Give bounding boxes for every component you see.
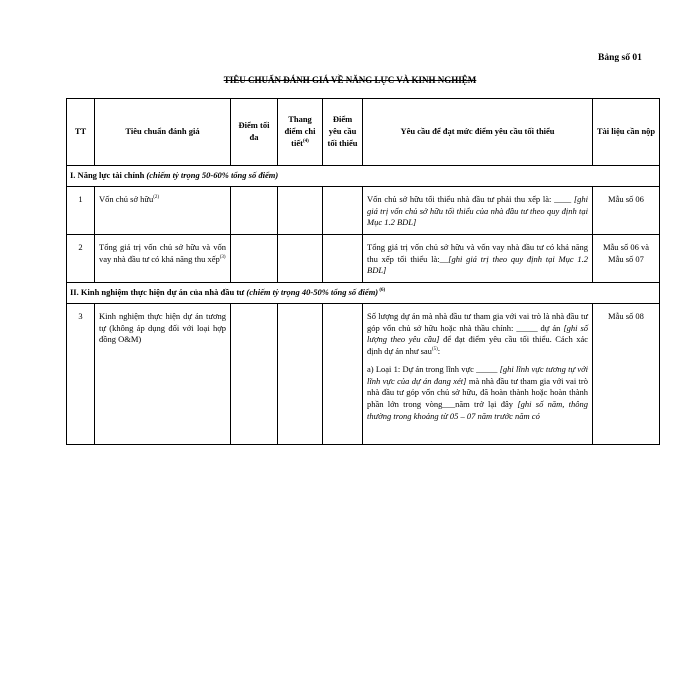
header-detail-scale: Thang điểm chi tiết$^{(4)}$	[278, 99, 323, 166]
footnote-ref: (5)	[431, 347, 438, 353]
min-score-cell	[323, 187, 363, 235]
footnote-ref: (2)	[153, 195, 160, 201]
detail-scale-cell	[278, 235, 323, 283]
section-label: I. Năng lực tài chính	[70, 170, 147, 181]
header-requirement: Yêu cầu để đạt mức điểm yêu cầu tối thiểu	[363, 99, 593, 166]
requirement-cell: Tổng giá trị vốn chủ sở hữu và vốn vay nhà đầu tư có khả năng thu xếp tối thiểu là:__[ghi giá trị theo quy định tại Mục 1.2 BDL]	[363, 235, 593, 283]
documents-cell: Mẫu số 06	[593, 187, 660, 235]
detail-scale-cell	[278, 187, 323, 235]
max-score-cell	[231, 304, 278, 445]
max-score-cell	[231, 235, 278, 283]
section-note: (chiếm tỷ trọng 40-50% tổng số điểm)	[246, 287, 379, 298]
criteria-cell: Kinh nghiệm thực hiện dự án tương tự (không áp dụng đối với loại hợp đồng O&M)	[95, 304, 231, 445]
footnote-ref: (3)	[219, 254, 226, 260]
row-number: 3	[67, 304, 95, 445]
table-row	[67, 304, 660, 445]
min-score-cell	[323, 235, 363, 283]
document-title: TIÊU CHUẨN ĐÁNH GIÁ VỀ NĂNG LỰC VÀ KINH NGHIỆM	[223, 75, 477, 85]
requirement-paragraph: Số lượng dự án mà nhà đầu tư tham gia với vai trò là nhà đầu tư góp vốn chủ sở hữu hoặc nhà thầu chính: _____ dự án [ghi số lượng theo yêu cầu] để đạt điểm yêu cầu tối thiểu. Cách xác định dự án như sau$^{(5)}$:	[367, 311, 588, 357]
header-row	[67, 99, 660, 166]
criteria-cell: Tổng giá trị vốn chủ sở hữu và vốn vay nhà đầu tư có khả năng thu xếp$^{(3)}$	[95, 235, 231, 283]
documents-cell: Mẫu số 06 và Mẫu số 07	[593, 235, 660, 283]
requirement-paragraph: a) Loại 1: Dự án trong lĩnh vực _____ [ghi lĩnh vực tương tự với lĩnh vực của dự án đang xét] mà nhà đầu tư tham gia với vai trò nhà đầu tư góp vốn chủ sở hữu, đã hoàn thành hoặc hoàn thành phần lớn trong vòng___năm trở lại đây [ghi số năm, thông thường trong khoảng từ 05 – 07 năm trước năm có	[367, 363, 588, 421]
requirement-cell: Vốn chủ sở hữu tối thiểu nhà đầu tư phải thu xếp là: ____ [ghi giá trị vốn chủ sở hữu tối thiểu của nhà đầu tư theo quy định tại Mục 1.2 BDL]	[363, 187, 593, 235]
header-criteria: Tiêu chuẩn đánh giá	[95, 99, 231, 166]
header-documents: Tài liệu cần nộp	[593, 99, 660, 166]
section-note: (chiếm tỷ trọng 50-60% tổng số điểm)	[146, 170, 279, 181]
section-financial-capacity	[67, 166, 660, 187]
min-score-cell	[323, 304, 363, 445]
row-number: 2	[67, 235, 95, 283]
header-min-score: Điểm yêu cầu tối thiểu	[323, 99, 363, 166]
table-number-label: Bảng số 01	[598, 53, 642, 63]
table-row	[67, 187, 660, 235]
section-project-experience	[67, 283, 660, 304]
section-label: II. Kinh nghiệm thực hiện dự án của nhà đầu tư	[70, 287, 247, 298]
table-row	[67, 235, 660, 283]
max-score-cell	[231, 187, 278, 235]
header-max-score: Điểm tối đa	[231, 99, 278, 166]
footnote-ref: (6)	[378, 288, 386, 294]
criteria-table	[66, 98, 660, 445]
requirement-cell	[363, 304, 593, 445]
header-tt: TT	[67, 99, 95, 166]
row-number: 1	[67, 187, 95, 235]
criteria-cell: Vốn chủ sở hữu$^{(2)}$	[95, 187, 231, 235]
footnote-ref: (4)	[302, 139, 309, 145]
documents-cell: Mẫu số 08	[593, 304, 660, 445]
detail-scale-cell	[278, 304, 323, 445]
